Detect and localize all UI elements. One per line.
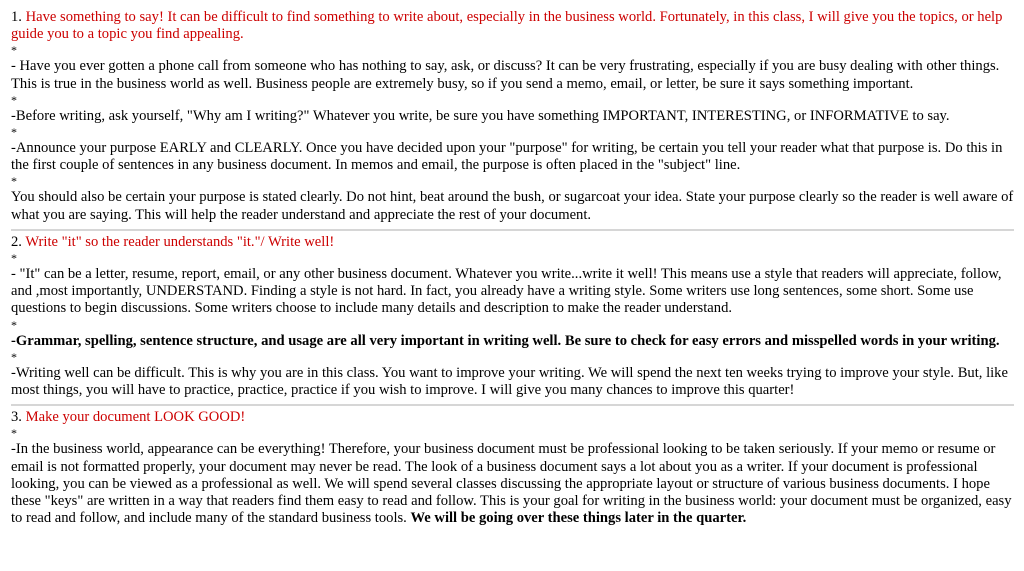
star-separator: *	[11, 174, 17, 189]
section-3-paragraph-1	[11, 441, 1014, 527]
section-1-paragraph-4: You should also be certain your purpose is stated clearly. Do not hint, beat around the bush, or sugarcoat your idea. State your purpose clearly so the reader is well aware of what you are saying. This will help the reader understand and appreciate the rest of your document.	[11, 189, 1014, 223]
section-1-heading	[11, 9, 1014, 43]
section-1	[11, 9, 1014, 229]
section-1-number: 1.	[11, 9, 22, 25]
star-separator: *	[11, 43, 17, 58]
star-separator: *	[11, 125, 17, 140]
section-3-heading	[11, 409, 1014, 426]
section-3	[11, 404, 1014, 532]
star-separator: *	[11, 317, 17, 332]
section-2-paragraph-2: -Grammar, spelling, sentence structure, and usage are all very important in writing well. Be sure to check for easy errors and misspelled words in your writing.	[11, 332, 1000, 349]
section-1-paragraph-1: - Have you ever gotten a phone call from someone who has nothing to say, ask, or discuss? It can be very frustrating, especially if you are busy dealing with other things. This is true in the business world as well. Business people are extremely busy, so if you send a memo, email, or letter, be sure it says something important.	[11, 58, 1000, 92]
section-3-number: 3.	[11, 409, 22, 426]
section-2-title: Write "it" so the reader understands "it."/ Write well!	[25, 233, 335, 250]
section-3-paragraph-1-text: -In the business world, appearance can be everything! Therefore, your business document must be professional looking to be taken seriously. If your memo or resume or email is not formatted properly, your document may never be read. The look of a business document says a lot about you as a writer. If your document is professional looking, you can be viewed as a professional as well. We will spend several classes discussing the appropriate layout or structure of various business documents. I hope these "keys" are written in a way that readers find them easy to read and follow. This is your goal for writing in the business world: your document must be organized, easy to read and follow, and include many of the standard business tools.	[11, 441, 1012, 527]
section-2-heading	[11, 234, 1014, 251]
section-3-paragraph-1-bold: We will be going over these things later in the quarter.	[410, 510, 747, 527]
section-2-paragraph-1: - "It" can be a letter, resume, report, email, or any other business document. Whatever you write...write it well! This means use a style that readers will appreciate, follow, and ,most importantly, UNDERSTAND. Finding a style is not hard. In fact, you already have a writing style. Some writers use long sentences, some short. Some use questions to begin discussions. Some writers choose to include many details and description to make the reader understand.	[11, 266, 1002, 317]
section-1-paragraph-2: -Before writing, ask yourself, "Why am I writing?" Whatever you write, be sure you have something IMPORTANT, INTERESTING, or INFORMATIVE to say.	[11, 107, 950, 124]
star-separator: *	[11, 92, 17, 107]
star-separator: *	[11, 349, 17, 364]
section-2-paragraph-3: -Writing well can be difficult. This is why you are in this class. You want to improve your writing. We will spend the next ten weeks trying to improve your style. But, like most things, you will have to practice, practice, practice if you wish to improve. I will give you many chances to improve this quarter!	[11, 364, 1008, 399]
section-2-number: 2.	[11, 233, 22, 250]
star-separator: *	[11, 251, 17, 266]
section-1-title: Have something to say! It can be difficult to find something to write about, especially in the business world. Fortunately, in this class, I will give you the topics, or help guide you to a topic you find appealing.	[11, 9, 1003, 43]
star-separator: *	[11, 426, 17, 441]
section-3-title: Make your document LOOK GOOD!	[25, 409, 246, 426]
section-1-paragraph-3: -Announce your purpose EARLY and CLEARLY. Once you have decided upon your "purpose" for writing, be certain you tell your reader what that purpose is. Do this in the first couple of sentences in any business document. In memos and email, the purpose is often placed in the "subject" line.	[11, 140, 1003, 174]
section-2	[11, 229, 1014, 404]
